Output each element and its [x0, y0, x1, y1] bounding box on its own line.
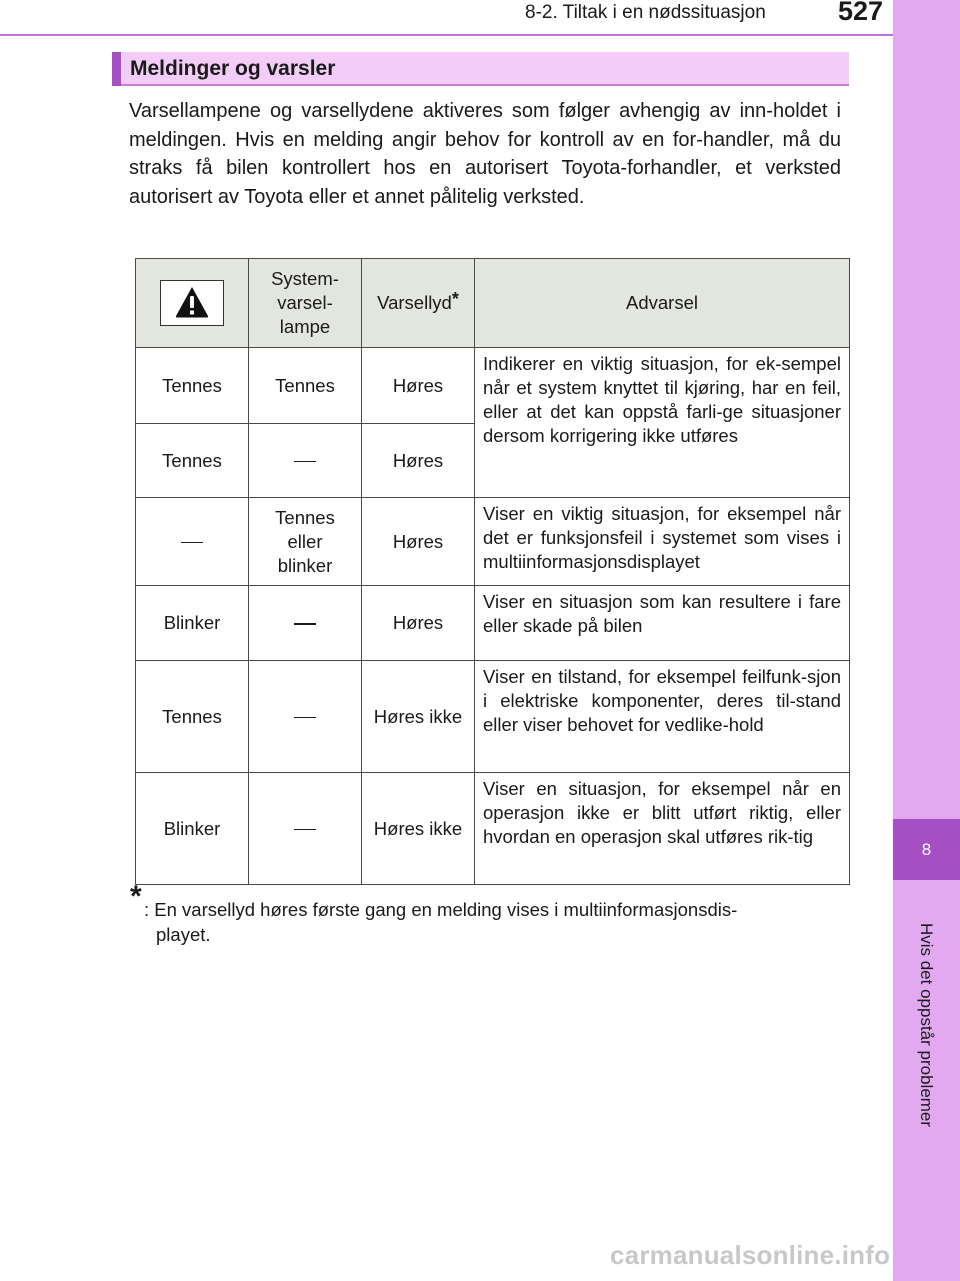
cell-master: Blinker — [136, 773, 249, 885]
table-row — [136, 348, 850, 424]
running-header-section: 8-2. Tiltak i en nødssituasjon — [525, 2, 766, 23]
section-title: Meldinger og varsler — [130, 57, 336, 80]
cell-master: Tennes — [136, 348, 249, 424]
cell-system — [249, 498, 362, 586]
header-warning: Advarsel — [475, 259, 850, 348]
header-rule — [0, 34, 893, 36]
cell-warning: Viser en tilstand, for eksempel feilfunk-sjon i elektriske komponenter, deres til-stand eller viser behovet for vedlike-hold — [475, 661, 850, 773]
table-row — [136, 586, 850, 661]
header-system-lamp-line2: varsel- — [277, 292, 333, 313]
cell-system-line3: blinker — [277, 554, 333, 576]
watermark-text: carmanualsonline.info — [610, 1240, 891, 1270]
cell-system-line1: Tennes — [275, 506, 335, 528]
table-row — [136, 773, 850, 885]
cell-sound: Høres — [362, 424, 475, 498]
cell-system — [249, 773, 362, 885]
cell-system — [249, 424, 362, 498]
header-sound-asterisk: * — [451, 289, 459, 309]
cell-system-line2: eller — [287, 530, 323, 552]
footnote-line1: : En varsellyd høres første gang en melding vises i multiinformasjonsdis- — [144, 899, 738, 920]
header-system-lamp — [249, 259, 362, 348]
cell-sound: Høres — [362, 498, 475, 586]
cell-sound: Høres — [362, 348, 475, 424]
cell-master: Tennes — [136, 661, 249, 773]
cell-system — [249, 586, 362, 661]
dash-mark — [294, 717, 316, 719]
footnote-text — [144, 897, 841, 947]
cell-warning: Viser en situasjon, for eksempel når en operasjon ikke er blitt utført riktig, eller hvordan en operasjon skal utføres rik-tig — [475, 773, 850, 885]
cell-master: Tennes — [136, 424, 249, 498]
dash-mark — [294, 829, 316, 831]
cell-system: Tennes — [249, 348, 362, 424]
cell-warning: Indikerer en viktig situasjon, for ek-sempel når et system knyttet til kjøring, har en feil, eller at det kan oppstå farli-ge situasjoner dersom korrigering ikke utføres — [475, 348, 850, 498]
cell-system — [249, 661, 362, 773]
cell-sound: Høres — [362, 586, 475, 661]
table-row — [136, 661, 850, 773]
page-number: 527 — [837, 0, 883, 26]
cell-sound: Høres ikke — [362, 661, 475, 773]
section-heading-accent — [112, 52, 121, 86]
dash-mark — [181, 542, 203, 544]
chapter-title: Hvis det oppstår problemer — [917, 922, 936, 1128]
header-warning-sound — [362, 259, 475, 348]
cell-warning: Viser en viktig situasjon, for eksempel når det er funksjonsfeil i systemet som vises i multiinformasjonsdisplayet — [475, 498, 850, 586]
table-header-row — [136, 259, 850, 348]
footnote-asterisk: * — [130, 880, 142, 913]
header-system-lamp-line1: System- — [271, 268, 339, 289]
warning-table — [135, 258, 850, 885]
dash-mark — [294, 623, 316, 625]
table-row — [136, 498, 850, 586]
footnote-line2: playet. — [156, 924, 211, 945]
header-master-warning — [136, 259, 249, 348]
dash-mark — [294, 461, 316, 463]
intro-paragraph: Varsellampene og varsellydene aktiveres som følger avhengig av inn-holdet i meldingen. Hvis en melding angir behov for kontroll av en for-handler, må du straks få bilen kontrollert hos en autorisert Toyota-forhandler, et verksted autorisert av Toyota eller et annet pålitelig verksted. — [129, 100, 841, 209]
cell-master — [136, 498, 249, 586]
warning-triangle-icon — [160, 280, 224, 326]
cell-warning: Viser en situasjon som kan resultere i fare eller skade på bilen — [475, 586, 850, 661]
chapter-number: 8 — [921, 839, 932, 859]
cell-master: Blinker — [136, 586, 249, 661]
header-system-lamp-line3: lampe — [279, 316, 331, 337]
cell-sound: Høres ikke — [362, 773, 475, 885]
header-sound-label: Varsellyd — [377, 292, 452, 313]
